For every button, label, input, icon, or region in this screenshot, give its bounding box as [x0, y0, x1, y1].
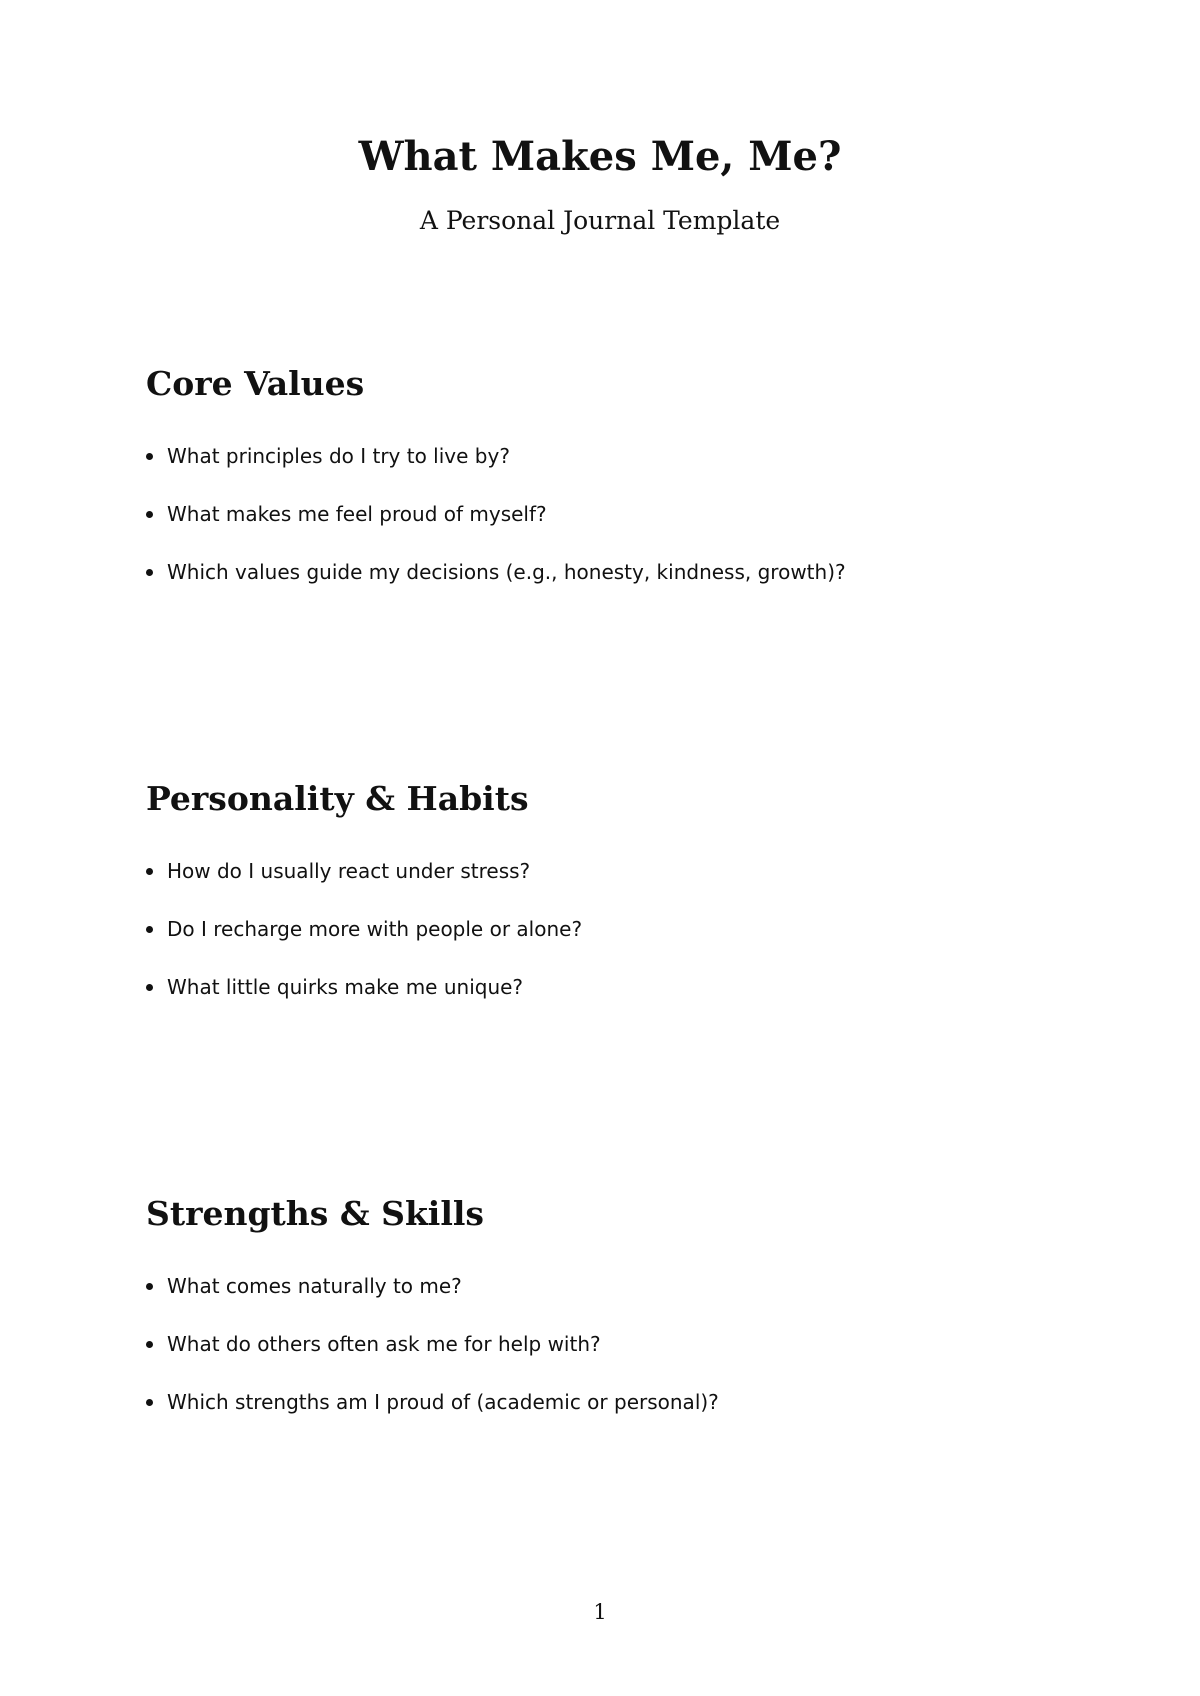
prompt-text: What makes me feel proud of myself? — [167, 502, 547, 526]
bullet-icon — [146, 453, 153, 460]
section-personality-habits — [146, 779, 1106, 1016]
list-item — [146, 1373, 1106, 1431]
prompt-text: How do I usually react under stress? — [167, 859, 531, 883]
list-item — [146, 958, 1106, 1016]
prompt-text: Which strengths am I proud of (academic or personal)? — [167, 1390, 719, 1414]
bullet-icon — [146, 1341, 153, 1348]
bullet-icon — [146, 1399, 153, 1406]
list-item — [146, 485, 1106, 543]
bullet-icon — [146, 926, 153, 933]
document-subtitle: A Personal Journal Template — [419, 206, 781, 235]
section-heading: Strengths & Skills — [146, 1194, 484, 1233]
prompt-text: Do I recharge more with people or alone? — [167, 917, 583, 941]
page-number: 1 — [593, 1600, 607, 1624]
list-item — [146, 900, 1106, 958]
section-strengths-skills — [146, 1194, 1106, 1431]
prompt-list — [146, 1257, 1106, 1431]
list-item — [146, 427, 1106, 485]
prompt-list — [146, 427, 1106, 601]
list-item — [146, 1257, 1106, 1315]
list-item — [146, 842, 1106, 900]
section-heading: Core Values — [146, 364, 365, 403]
document-title: What Makes Me, Me? — [358, 133, 842, 180]
list-item — [146, 543, 1106, 601]
bullet-icon — [146, 984, 153, 991]
prompt-text: What comes naturally to me? — [167, 1274, 462, 1298]
bullet-icon — [146, 569, 153, 576]
prompt-list — [146, 842, 1106, 1016]
prompt-text: What little quirks make me unique? — [167, 975, 524, 999]
prompt-text: Which values guide my decisions (e.g., honesty, kindness, growth)? — [167, 560, 846, 584]
section-core-values — [146, 364, 1106, 601]
bullet-icon — [146, 511, 153, 518]
bullet-icon — [146, 868, 153, 875]
prompt-text: What do others often ask me for help with? — [167, 1332, 601, 1356]
section-heading: Personality & Habits — [146, 779, 529, 818]
bullet-icon — [146, 1283, 153, 1290]
prompt-text: What principles do I try to live by? — [167, 444, 510, 468]
list-item — [146, 1315, 1106, 1373]
